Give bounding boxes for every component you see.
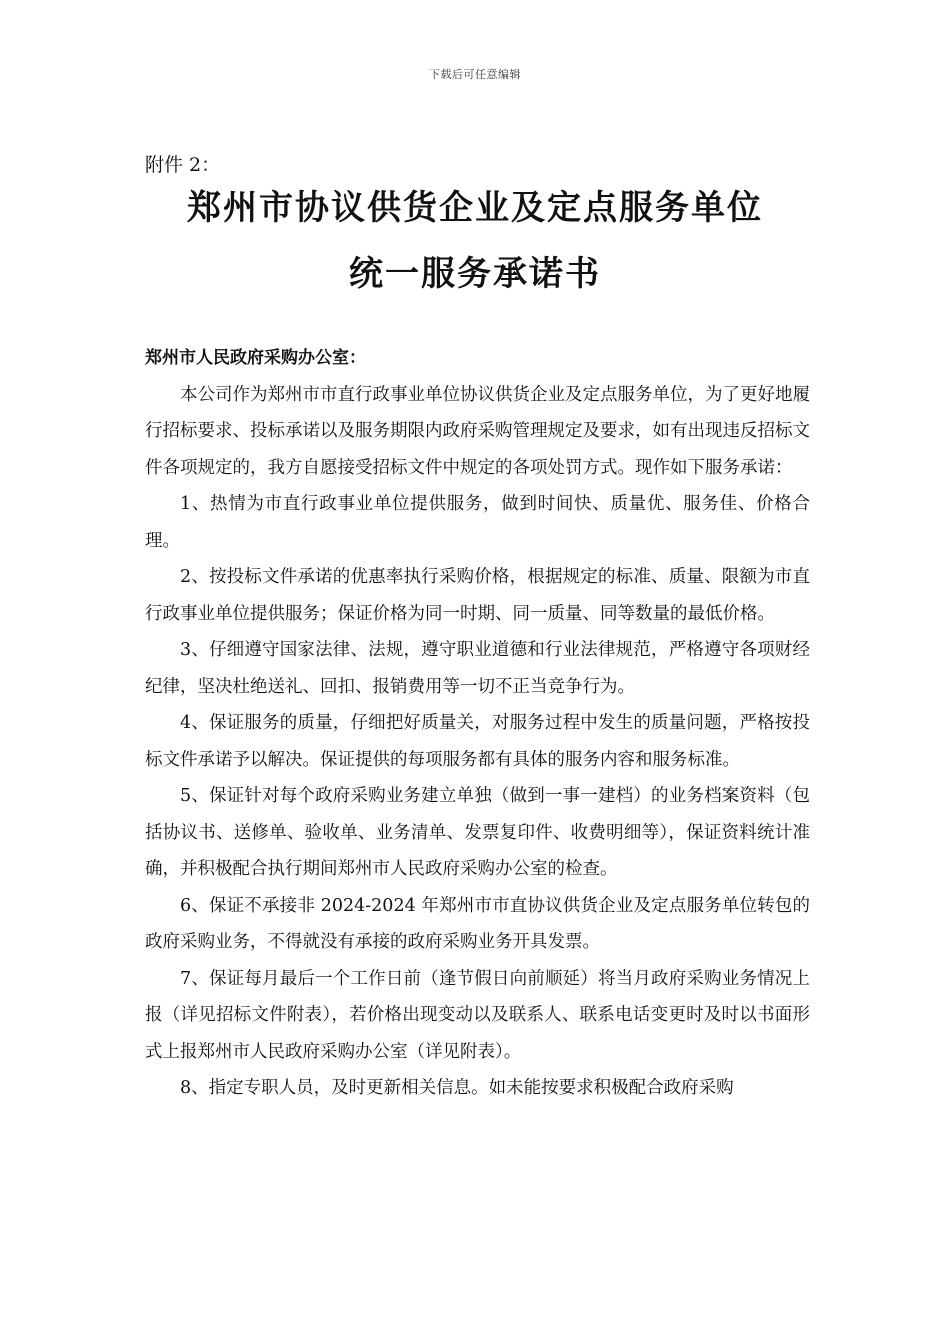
document-body bbox=[145, 340, 810, 1107]
commitment-item-7: 7、保证每月最后一个工作日前（逢节假日向前顺延）将当月政府采购业务情况上报（详见招标文件附表），若价格出现变动以及联系人、联系电话变更时及时以书面形式上报郑州市人民政府采购办公室（详见附表）。 bbox=[145, 968, 810, 1062]
document-title-line-1: 郑州市协议供货企业及定点服务单位 bbox=[187, 188, 763, 228]
addressee: 郑州市人民政府采购办公室： bbox=[145, 348, 366, 368]
commitment-item-8: 8、指定专职人员，及时更新相关信息。如未能按要求积极配合政府采购 bbox=[180, 1078, 734, 1098]
commitment-item-4: 4、保证服务的质量，仔细把好质量关，对服务过程中发生的质量问题，严格按投标文件承诺予以解决。保证提供的每项服务都有具体的服务内容和服务标准。 bbox=[145, 713, 810, 770]
commitment-item-6: 6、保证不承接非 2024-2024 年郑州市市直协议供货企业及定点服务单位转包的政府采购业务，不得就没有承接的政府采购业务开具发票。 bbox=[145, 895, 810, 952]
commitment-item-3: 3、仔细遵守国家法律、法规，遵守职业道德和行业法律规范，严格遵守各项财经纪律，坚决杜绝送礼、回扣、报销费用等一切不正当竞争行为。 bbox=[145, 640, 810, 697]
commitment-item-1: 1、热情为市直行政事业单位提供服务，做到时间快、质量优、服务佳、价格合理。 bbox=[145, 494, 810, 551]
attachment-label: 附件 2： bbox=[145, 154, 221, 176]
commitment-item-2: 2、按投标文件承诺的优惠率执行采购价格，根据规定的标准、质量、限额为市直行政事业单位提供服务；保证价格为同一时期、同一质量、同等数量的最低价格。 bbox=[145, 567, 810, 624]
commitment-item-5: 5、保证针对每个政府采购业务建立单独（做到一事一建档）的业务档案资料（包括协议书、送修单、验收单、业务清单、发票复印件、收费明细等），保证资料统计准确，并积极配合执行期间郑州市人民政府采购办公室的检查。 bbox=[145, 786, 810, 879]
header-note: 下载后可任意编辑 bbox=[429, 68, 521, 81]
document-title-line-2: 统一服务承诺书 bbox=[349, 254, 601, 294]
intro-paragraph: 本公司作为郑州市市直行政事业单位协议供货企业及定点服务单位，为了更好地履行招标要求、投标承诺以及服务期限内政府采购管理规定及要求，如有出现违反招标文件各项规定的，我方自愿接受招标文件中规定的各项处罚方式。现作如下服务承诺： bbox=[145, 384, 810, 478]
